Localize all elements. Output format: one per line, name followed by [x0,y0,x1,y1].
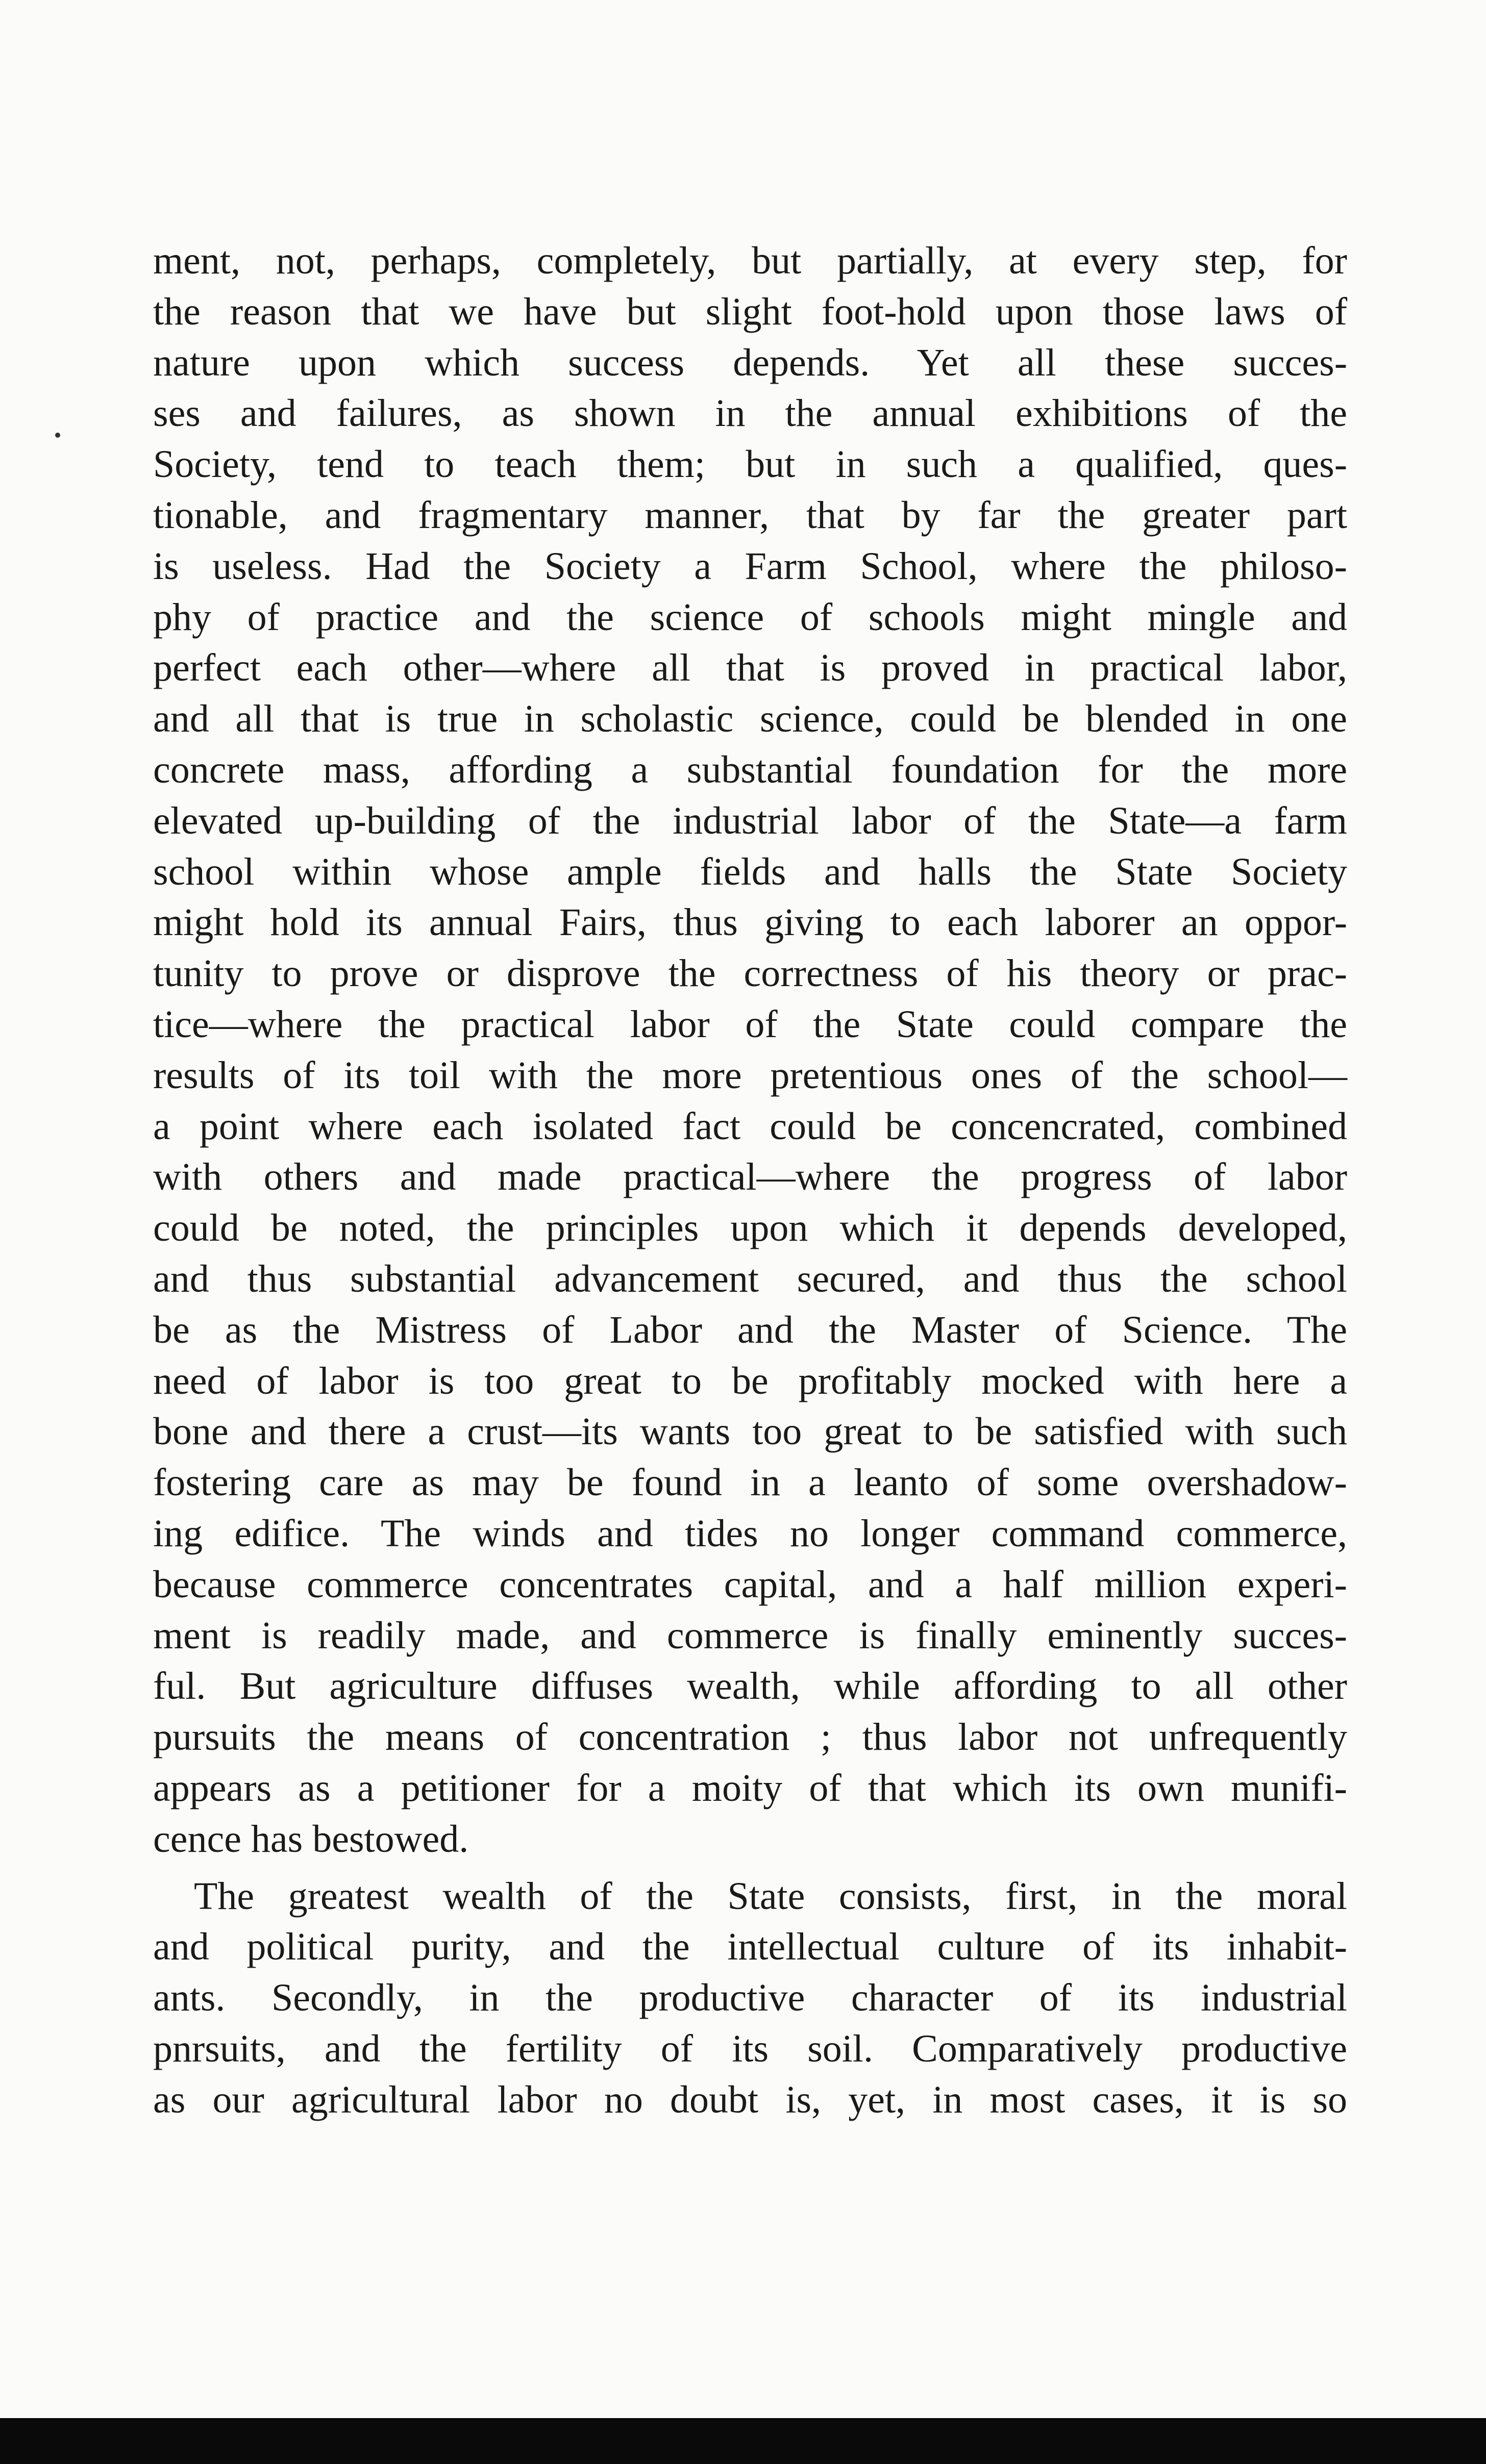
text-line: phy of practice and the science of schools might mingle and [153,595,1347,639]
text-line: and all that is true in scholastic science, could be blended in one [153,697,1347,741]
text-line: appears as a petitioner for a moity of that which its own munifi- [153,1766,1347,1809]
scan-edge-band [0,2418,1486,2464]
text-line: ful. But agriculture diffuses wealth, while affording to all other [153,1665,1347,1708]
text-line: with others and made practical—where the progress of labor [153,1155,1347,1199]
text-line: pursuits the means of concentration ; thus labor not unfrequently [153,1716,1347,1759]
text-line: nature upon which success depends. Yet all these succes- [153,341,1347,384]
text-line: results of its toil with the more pretentious ones of the school— [153,1053,1347,1097]
text-line: cence has bestowed. [153,1817,469,1860]
text-line: because commerce concentrates capital, and a half million experi- [153,1563,1347,1606]
text-line: perfect each other—where all that is proved in practical labor, [153,646,1347,690]
text-line: concrete mass, affording a substantial foundation for the more [153,748,1347,791]
text-line: ing edifice. The winds and tides no longer command commerce, [153,1512,1347,1555]
paragraph-gap [153,1865,1347,1871]
text-line-indented [153,1871,1347,1922]
text-line-content: The greatest wealth of the State consists, first, in the moral [194,1874,1347,1918]
text-line: as our agricultural labor no doubt is, yet, in most cases, it is so [153,2078,1347,2121]
text-line: elevated up-building of the industrial labor of the State—a farm [153,799,1347,842]
text-line: might hold its annual Fairs, thus giving to each laborer an oppor- [153,901,1347,944]
text-line: fostering care as may be found in a leanto of some overshadow- [153,1461,1347,1504]
text-line: ment, not, perhaps, completely, but partially, at every step, for [153,239,1347,282]
text-line: and thus substantial advancement secured, and thus the school [153,1257,1347,1300]
text-line: need of labor is too great to be profitably mocked with here a [153,1359,1347,1402]
text-line: bone and there a crust—its wants too great to be satisfied with such [153,1410,1347,1453]
paragraph-2 [153,1871,1347,2126]
text-line: ants. Secondly, in the productive character of its industrial [153,1976,1347,2020]
text-line: is useless. Had the Society a Farm School, where the philoso- [153,544,1347,588]
margin-speck [55,433,60,438]
text-line: the reason that we have but slight foot-hold upon those laws of [153,290,1347,333]
paragraph-1 [153,236,1347,1865]
text-line: a point where each isolated fact could be concencrated, combined [153,1104,1347,1148]
body-text [153,236,1347,2125]
text-line: ses and failures, as shown in the annual exhibitions of the [153,392,1347,435]
text-line: tice—where the practical labor of the State could compare the [153,1002,1347,1046]
text-line: ment is readily made, and commerce is finally eminently succes- [153,1614,1347,1657]
text-line: and political purity, and the intellectual culture of its inhabit- [153,1925,1347,1969]
text-line: tionable, and fragmentary manner, that by far the greater part [153,493,1347,537]
text-line: could be noted, the principles upon which it depends developed, [153,1206,1347,1250]
text-line: Society, tend to teach them; but in such a qualified, ques- [153,443,1347,486]
text-line: tunity to prove or disprove the correctness of his theory or prac- [153,952,1347,995]
text-line: school within whose ample fields and halls the State Society [153,850,1347,893]
text-line: be as the Mistress of Labor and the Master of Science. The [153,1308,1347,1351]
text-line: pnrsuits, and the fertility of its soil. Comparatively productive [153,2027,1347,2070]
